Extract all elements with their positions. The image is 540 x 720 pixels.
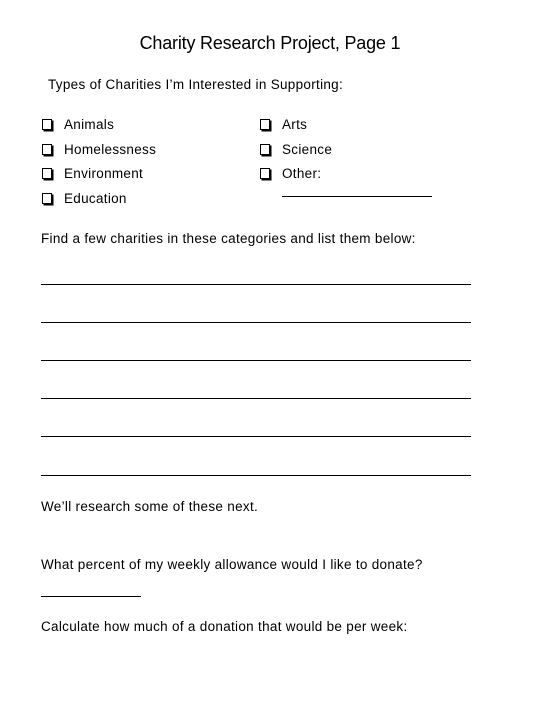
checklist-item-other[interactable]	[258, 161, 332, 186]
page-title: Charity Research Project, Page 1	[139, 33, 401, 53]
checklist-item-label: Animals	[64, 116, 115, 132]
percent-question: What percent of my weekly allowance would I like to donate?	[41, 557, 423, 572]
checklist-item-label: Other:	[282, 166, 322, 182]
checkbox-icon[interactable]	[42, 119, 52, 130]
percent-answer-line[interactable]	[41, 596, 141, 597]
checkbox-icon[interactable]	[42, 168, 52, 179]
checkbox-icon[interactable]	[260, 119, 270, 130]
checklist-item-label: Environment	[64, 166, 144, 182]
find-charities-prompt: Find a few charities in these categories and list them below:	[41, 231, 416, 246]
checkbox-icon[interactable]	[42, 144, 52, 155]
checklist-item-science[interactable]	[258, 137, 332, 162]
checkbox-icon[interactable]	[42, 193, 52, 204]
charity-answer-line[interactable]	[41, 398, 471, 399]
charity-types-heading: Types of Charities I’m Interested in Supporting:	[48, 77, 344, 92]
checklist-item-label: Arts	[282, 116, 308, 132]
charity-answer-line[interactable]	[41, 436, 471, 437]
checklist-item-homelessness[interactable]	[40, 137, 156, 162]
other-write-in-line[interactable]	[282, 196, 432, 197]
checkbox-icon[interactable]	[260, 168, 270, 179]
checklist-item-label: Science	[282, 141, 333, 157]
checklist-item-label: Homelessness	[64, 141, 157, 157]
checklist-item-animals[interactable]	[40, 112, 156, 137]
checklist-item-arts[interactable]	[258, 112, 332, 137]
checklist-right-column	[258, 112, 332, 186]
checklist-item-label: Education	[64, 190, 127, 206]
charity-answer-line[interactable]	[41, 322, 471, 323]
charity-answer-line[interactable]	[41, 360, 471, 361]
calculate-prompt: Calculate how much of a donation that would be per week:	[41, 619, 408, 634]
checkbox-icon[interactable]	[260, 144, 270, 155]
checklist-item-education[interactable]	[40, 186, 156, 211]
research-note: We’ll research some of these next.	[41, 499, 259, 514]
charity-answer-line[interactable]	[41, 475, 471, 476]
charity-answer-line[interactable]	[41, 284, 471, 285]
checklist-item-environment[interactable]	[40, 161, 156, 186]
checklist-left-column	[40, 112, 156, 211]
